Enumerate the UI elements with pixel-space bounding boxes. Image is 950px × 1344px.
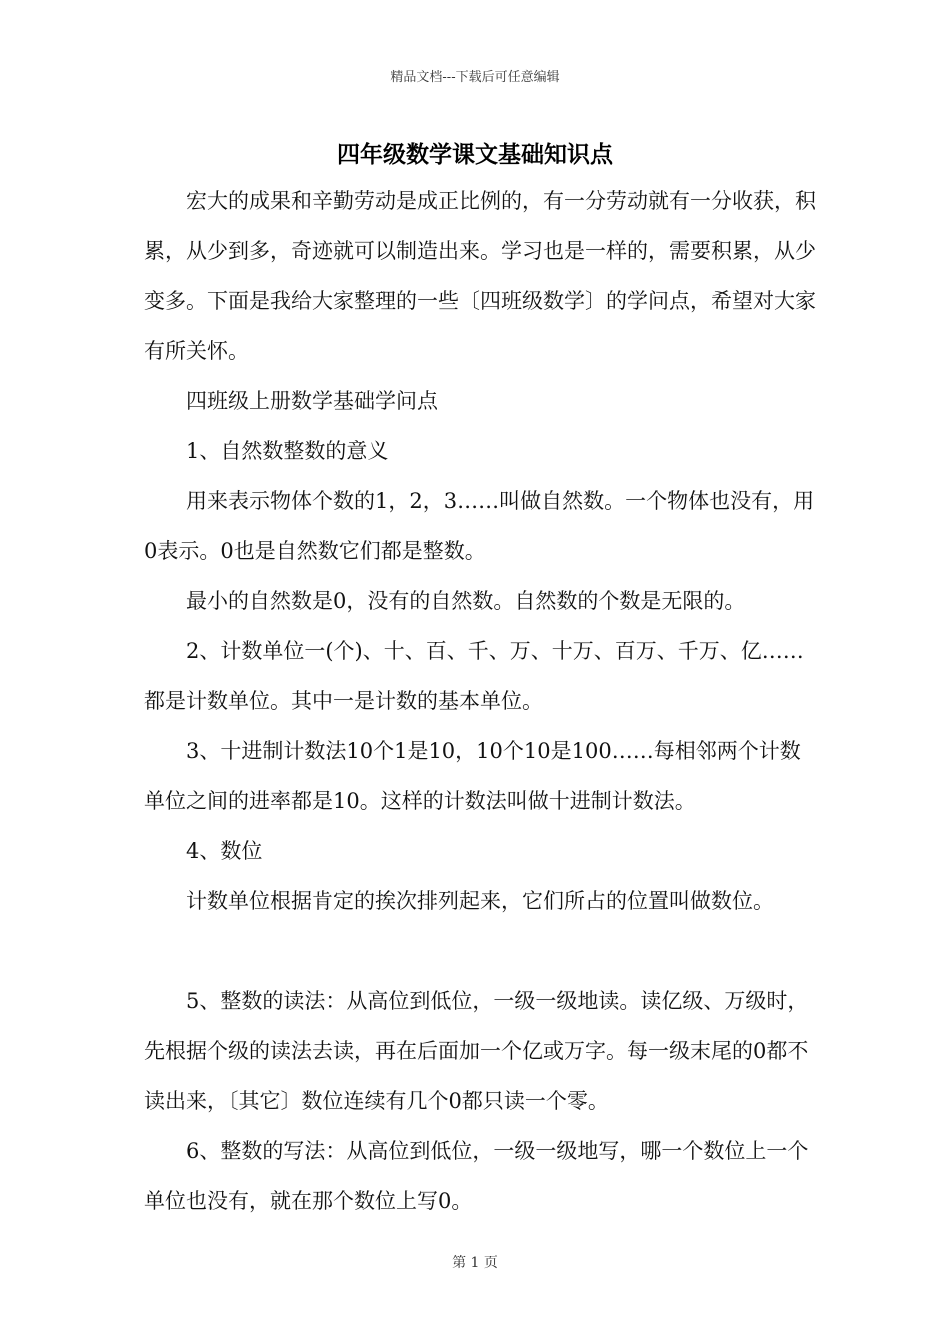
page-number: 第 1 页 (452, 1255, 498, 1271)
point-2: 2、计数单位一(个)、十、百、千、万、十万、百万、千万、亿……都是计数单位。其中一是计数的基本单位。 (144, 639, 804, 713)
intro-paragraph: 宏大的成果和辛勤劳动是成正比例的，有一分劳动就有一分收获，积累，从少到多，奇迹就可以制造出来。学习也是一样的，需要积累，从少变多。下面是我给大家整理的一些〔四班级数学〕的学问点，希望对大家有所关怀。 (144, 189, 816, 363)
point-1-body: 用来表示物体个数的1，2，3……叫做自然数。一个物体也没有，用0表示。0也是自然数它们都是整数。 (144, 489, 815, 563)
point-3: 3、十进制计数法10个1是10，10个10是100……每相邻两个计数单位之间的进率都是10。这样的计数法叫做十进制计数法。 (144, 739, 801, 813)
point-6: 6、整数的写法：从高位到低位，一级一级地写，哪一个数位上一个单位也没有，就在那个数位上写0。 (144, 1139, 809, 1213)
point-4-body: 计数单位根据肯定的挨次排列起来，它们所占的位置叫做数位。 (186, 889, 774, 913)
point-4-heading: 4、数位 (186, 839, 263, 863)
document-body (144, 176, 816, 1226)
section-heading: 四班级上册数学基础学问点 (186, 389, 438, 413)
point-1-note: 最小的自然数是0，没有的自然数。自然数的个数是无限的。 (186, 589, 746, 613)
document-header-note: 精品文档---下载后可任意编辑 (390, 70, 560, 85)
point-1-heading: 1、自然数整数的意义 (186, 439, 389, 463)
document-title: 四年级数学课文基础知识点 (337, 141, 613, 168)
point-5: 5、整数的读法：从高位到低位，一级一级地读。读亿级、万级时，先根据个级的读法去读，再在后面加一个亿或万字。每一级末尾的0都不读出来，〔其它〕数位连续有几个0都只读一个零。 (144, 989, 809, 1113)
